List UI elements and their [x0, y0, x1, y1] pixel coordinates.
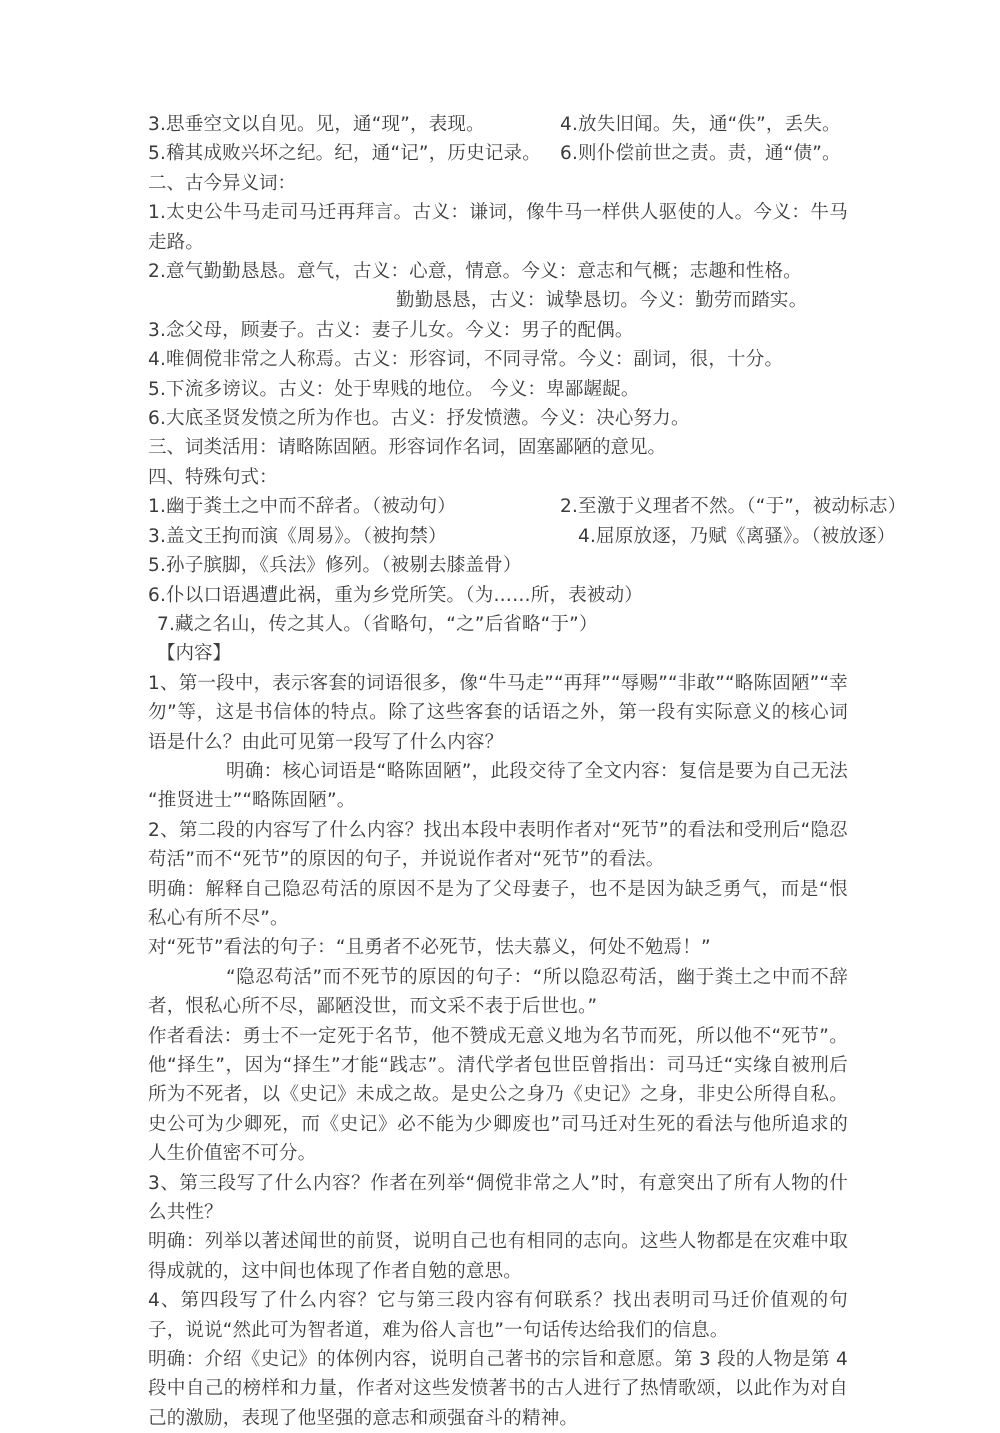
content-question-1: 1、第一段中，表示客套的词语很多，像“牛马走”“再拜”“辱赐”“非敢”“略陈固陋”“幸勿”等，这是书信体的特点。除了这些客套的话语之外，第一段有实际意义的核心词语是什么？由此可见第一段写了什么内容？: [148, 672, 848, 753]
tongjia-item-4: 4.放失旧闻。失，通“佚”，丢失。: [560, 114, 841, 135]
content-question-4: 4、第四段写了什么内容？它与第三段内容有何联系？找出表明司马迁价值观的句子，说说“然此可为智者道，难为俗人言也”一句话传达给我们的信息。: [148, 1290, 848, 1341]
document-text-body: [148, 110, 907, 1433]
guojin-item-3: 3.念父母，顾妻子。古义：妻子儿女。今义：男子的配偶。: [148, 319, 634, 341]
jushi-item-3: 3.盖文王拘而演《周易》。（被拘禁）: [148, 525, 447, 547]
jushi-item-5: 5.孙子膑脚，《兵法》修列。（被剔去膝盖骨）: [148, 555, 522, 577]
tongjia-row-3-4: [148, 110, 848, 139]
guojin-item-2-continued: 勤勤恳恳，古义：诚挚恳切。今义：勤劳而踏实。: [396, 290, 808, 312]
content-answer-2-reason: “隐忍苟活”而不死节的原因的句子：“所以隐忍苟活，幽于粪土之中而不辞者，恨私心所不尽，鄙陋没世，而文采不表于后世也。”: [148, 966, 848, 1018]
content-answer-4: 明确：介绍《史记》的体例内容，说明自己著书的宗旨和意愿。第 3 段的人物是第 4 段中自己的榜样和力量，作者对这些发愤著书的古人进行了热情歌颂，以此作为对自己的激励，表现了他坚强的意志和顽强奋斗的精神。: [148, 1349, 848, 1429]
guojin-item-2: 2.意气勤勤恳恳。意气，古义：心意，情意。今义：意志和气概；志趣和性格。: [148, 261, 802, 283]
jushi-item-4: 4.屈原放逐，乃赋《离骚》。（被放逐）: [578, 525, 896, 547]
tongjia-item-6: 6.则仆偿前世之责。责，通“债”。: [560, 143, 841, 165]
content-answer-3: 明确：列举以著述闻世的前贤，说明自己也有相同的志向。这些人物都是在灾难中取得成就的，这中间也体现了作者自勉的意思。: [148, 1231, 848, 1282]
jushi-item-6: 6.仆以口语遇遭此祸，重为乡党所笑。（为……所，表被动）: [148, 584, 644, 606]
jushi-row-3-4: [148, 522, 896, 551]
tongjia-item-5: 5.稽其成败兴坏之纪。纪，通“记”，历史记录。: [148, 143, 541, 165]
jushi-row-1-2: [148, 492, 907, 521]
guojin-item-1: 1.太史公牛马走司马迁再拜言。古义：谦词，像牛马一样供人驱使的人。今义：牛马走路。: [148, 202, 848, 253]
section-heading-guojin-yiyici: 二、古今异义词：: [148, 172, 297, 194]
jushi-item-7: 7.藏之名山，传之其人。（省略句，“之”后省略“于”）: [157, 613, 598, 635]
content-question-3: 3、第三段写了什么内容？作者在列举“倜傥非常之人”时，有意突出了所有人物的什么共性？: [148, 1172, 848, 1224]
content-question-2: 2、第二段的内容写了什么内容？找出本段中表明作者对“死节”的看法和受刑后“隐忍苟活”而不“死节”的原因的句子，并说说作者对“死节”的看法。: [148, 819, 848, 871]
content-answer-2: 明确：解释自己隐忍苟活的原因不是为了父母妻子，也不是因为缺乏勇气，而是“恨私心有所不尽”。: [148, 878, 848, 929]
jushi-item-2: 2.至激于义理者不然。（“于”，被动标志）: [560, 496, 907, 518]
content-answer-2-author-view: 作者看法：勇士不一定死于名节，他不赞成无意义地为名节而死，所以他不“死节”。他“择生”，因为“择生”才能“践志”。清代学者包世臣曾指出：司马迁“实缘自被刑后所为不死者，以《史记》未成之故。是史公之身乃《史记》之身，非史公所得自私。史公可为少卿死，而《史记》必不能为少卿废也”司马迁对生死的看法与他所追求的人生价值密不可分。: [148, 1025, 848, 1165]
guojin-item-6: 6.大底圣贤发愤之所为作也。古义：抒发愤懑。今义：决心努力。: [148, 408, 690, 430]
tongjia-item-3: 3.思垂空文以自见。见，通“现”，表现。: [148, 114, 485, 135]
tongjia-row-5-6: [148, 139, 848, 168]
content-section-heading: 【内容】: [157, 643, 232, 665]
content-answer-2-siJie-view: 对“死节”看法的句子：“且勇者不必死节，怯夫慕义，何处不勉焉！”: [148, 937, 711, 959]
section-heading-cilei-huoyong: 三、词类活用：请略陈固陋。形容词作名词，固塞鄙陋的意见。: [148, 437, 667, 459]
guojin-item-5: 5.下流多谤议。古义：处于卑贱的地位。 今义：卑鄙龌龊。: [148, 378, 640, 400]
jushi-item-1: 1.幽于粪土之中而不辞者。（被动句）: [148, 496, 457, 518]
guojin-item-4: 4.唯倜傥非常之人称焉。古义：形容词，不同寻常。今义：副词，很，十分。: [148, 349, 784, 371]
content-answer-1: 明确：核心词语是“略陈固陋”，此段交待了全文内容：复信是要为自己无法“推贤进士”“略陈固陋”。: [148, 760, 848, 812]
section-heading-teshu-jushi: 四、特殊句式：: [148, 466, 278, 488]
